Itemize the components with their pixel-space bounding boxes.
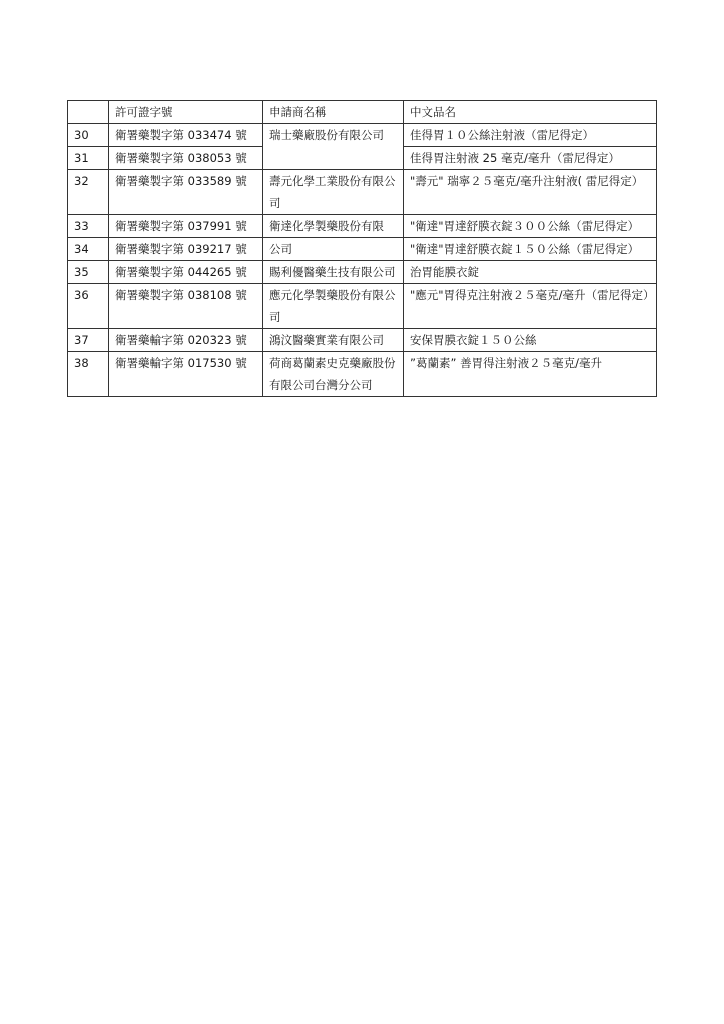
row-number: 36 — [68, 284, 109, 329]
applicant-name: 公司 — [263, 238, 404, 261]
row-number: 37 — [68, 329, 109, 352]
license-number: 衛署藥輸字第 020323 號 — [109, 329, 263, 352]
table-header-row — [68, 101, 657, 124]
header-license-number: 許可證字號 — [109, 101, 263, 124]
license-number: 衛署藥製字第 038053 號 — [109, 147, 263, 170]
license-number: 衛署藥製字第 033474 號 — [109, 124, 263, 147]
product-name: "壽元" 瑞寧２５毫克/毫升注射液( 雷尼得定） — [404, 170, 657, 215]
row-number: 30 — [68, 124, 109, 147]
header-chinese-product-name: 中文品名 — [404, 101, 657, 124]
header-applicant-name: 申請商名稱 — [263, 101, 404, 124]
row-number: 35 — [68, 261, 109, 284]
product-name: 佳得胃１０公絲注射液（雷尼得定） — [404, 124, 657, 147]
table-row — [68, 238, 657, 261]
table-row — [68, 352, 657, 397]
applicant-name: 應元化學製藥股份有限公司 — [263, 284, 404, 329]
applicant-name: 瑞士藥廠股份有限公司 — [263, 124, 404, 170]
table-row — [68, 284, 657, 329]
license-number: 衛署藥製字第 033589 號 — [109, 170, 263, 215]
applicant-name: 壽元化學工業股份有限公司 — [263, 170, 404, 215]
applicant-name: 衛達化學製藥股份有限 — [263, 215, 404, 238]
product-name: 治胃能膜衣錠 — [404, 261, 657, 284]
product-name: "衛達"胃達舒膜衣錠３００公絲（雷尼得定） — [404, 215, 657, 238]
table-row — [68, 215, 657, 238]
license-number: 衛署藥製字第 044265 號 — [109, 261, 263, 284]
row-number: 34 — [68, 238, 109, 261]
applicant-name: 鴻汶醫藥實業有限公司 — [263, 329, 404, 352]
row-number: 38 — [68, 352, 109, 397]
product-name: "衛達"胃達舒膜衣錠１５０公絲（雷尼得定） — [404, 238, 657, 261]
license-number: 衛署藥製字第 037991 號 — [109, 215, 263, 238]
license-number: 衛署藥製字第 039217 號 — [109, 238, 263, 261]
applicant-name: 賜利優醫藥生技有限公司 — [263, 261, 404, 284]
drug-license-table — [67, 100, 657, 397]
product-name: "應元"胃得克注射液２５毫克/毫升（雷尼得定） — [404, 284, 657, 329]
product-name: 佳得胃注射液 25 毫克/毫升（雷尼得定） — [404, 147, 657, 170]
row-number: 31 — [68, 147, 109, 170]
row-number: 33 — [68, 215, 109, 238]
product-name: ”葛蘭素” 善胃得注射液２５毫克/毫升 — [404, 352, 657, 397]
product-name: 安保胃膜衣錠１５０公絲 — [404, 329, 657, 352]
table-row — [68, 124, 657, 147]
applicant-name: 荷商葛蘭素史克藥廠股份有限公司台灣分公司 — [263, 352, 404, 397]
license-number: 衛署藥製字第 038108 號 — [109, 284, 263, 329]
header-number — [68, 101, 109, 124]
table-row — [68, 329, 657, 352]
license-number: 衛署藥輸字第 017530 號 — [109, 352, 263, 397]
table-row — [68, 261, 657, 284]
row-number: 32 — [68, 170, 109, 215]
table-row — [68, 170, 657, 215]
